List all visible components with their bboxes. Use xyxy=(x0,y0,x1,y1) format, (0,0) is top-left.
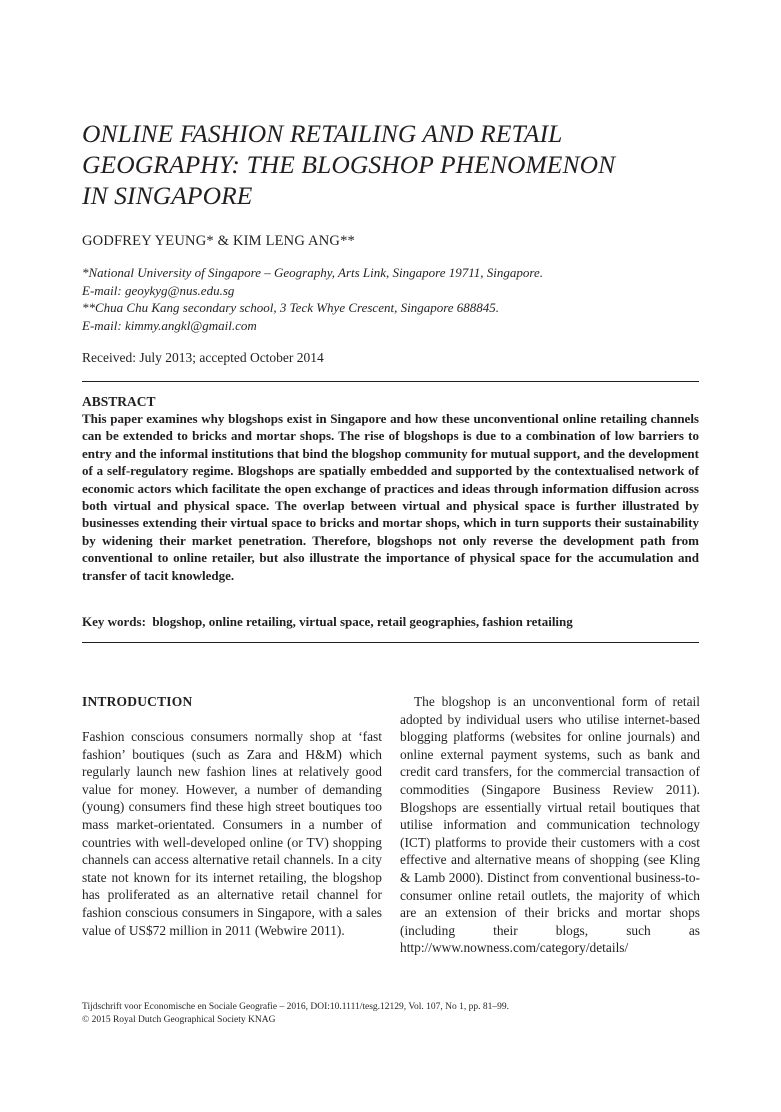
authors: GODFREY YEUNG* & KIM LENG ANG** xyxy=(82,233,355,249)
title-line: IN SINGAPORE xyxy=(82,181,253,210)
title-line: GEOGRAPHY: THE BLOGSHOP PHENOMENON xyxy=(82,150,616,179)
keywords-list: blogshop, online retailing, virtual space, retail geographies, fashion retailing xyxy=(152,614,573,629)
affiliation-line: **Chua Chu Kang secondary school, 3 Teck Whye Crescent, Singapore 688845. xyxy=(82,300,500,315)
body-paragraph-right: The blogshop is an unconventional form of retail adopted by individual users who utilise internet-based blogging platforms (websites for online journals) and online external payment systems, such as bank and credit card transfers, for the commercial transaction of commodities (Singapore Business Review 2011). Blogshops are essentially virtual retail boutiques that utilise information and communication technology (ICT) platforms to provide their customers with a cost effective and alternative means of shopping (see Kling & Lamb 2000). Distinct from conventional business-to-consumer online retail outlets, the majority of which are an extension of their bricks and mortar shops (including their blogs, such as http://www.nowness.com/category/details/ xyxy=(400,694,700,956)
affiliations xyxy=(82,264,702,334)
divider-top xyxy=(82,381,699,382)
abstract-heading: ABSTRACT xyxy=(82,394,156,409)
footer-copyright: © 2015 Royal Dutch Geographical Society KNAG xyxy=(82,1014,276,1025)
section-heading: INTRODUCTION xyxy=(82,694,193,709)
affiliation-email: E-mail: geoykyg@nus.edu.sg xyxy=(82,282,235,298)
keywords xyxy=(82,614,699,630)
article-title xyxy=(82,118,702,211)
page-footer xyxy=(82,1001,699,1026)
affiliation-line: *National University of Singapore – Geography, Arts Link, Singapore 19711, Singapore. xyxy=(82,265,543,280)
footer-citation: Tijdschrift voor Economische en Sociale Geografie – 2016, DOI:10.1111/tesg.12129, Vol. 107, No 1, pp. 81–99. xyxy=(82,1002,510,1012)
title-line: ONLINE FASHION RETAILING AND RETAIL xyxy=(82,119,563,148)
body-paragraph-left: Fashion conscious consumers normally shop at ‘fast fashion’ boutiques (such as Zara and H&M) which regularly launch new fashion lines at relatively good value for money. However, a number of demanding (young) consumers find these high street boutiques too mass market-orientated. Consumers in a number of countries with well-developed online (or TV) shopping channels can access alternative retail channels. In a city state not known for its internet retailing, the blogshop has proliferated as an alternative retail channel for fashion conscious consumers in Singapore, with a sales value of US$72 million in 2011 (Webwire 2011). xyxy=(82,729,382,938)
keywords-label: Key words: xyxy=(82,614,146,629)
affiliation-email: E-mail: kimmy.angkl@gmail.com xyxy=(82,317,257,333)
abstract-text: This paper examines why blogshops exist in Singapore and how these unconventional online retailing channels can be extended to bricks and mortar shops. The rise of blogshops is due to a combination of low barriers to entry and the informal institutions that bind the blogshop community for mutual support, and the development of a self-regulatory regime. Blogshops are spatially embedded and supported by the contextualised network of economic actors which facilitate the open exchange of practices and ideas through information diffusion across both virtual and physical space. The overlap between virtual and physical space is further illustrated by businesses extending their virtual space to bricks and mortar shops, which in turn supports their sustainability by widening their market penetration. Therefore, blogshops not only reverse the development path from conventional to online retailer, but also illustrate the importance of physical space for the accumulation and transfer of tacit knowledge. xyxy=(82,411,699,583)
received-dates: Received: July 2013; accepted October 2014 xyxy=(82,350,324,365)
divider-bottom xyxy=(82,642,699,643)
